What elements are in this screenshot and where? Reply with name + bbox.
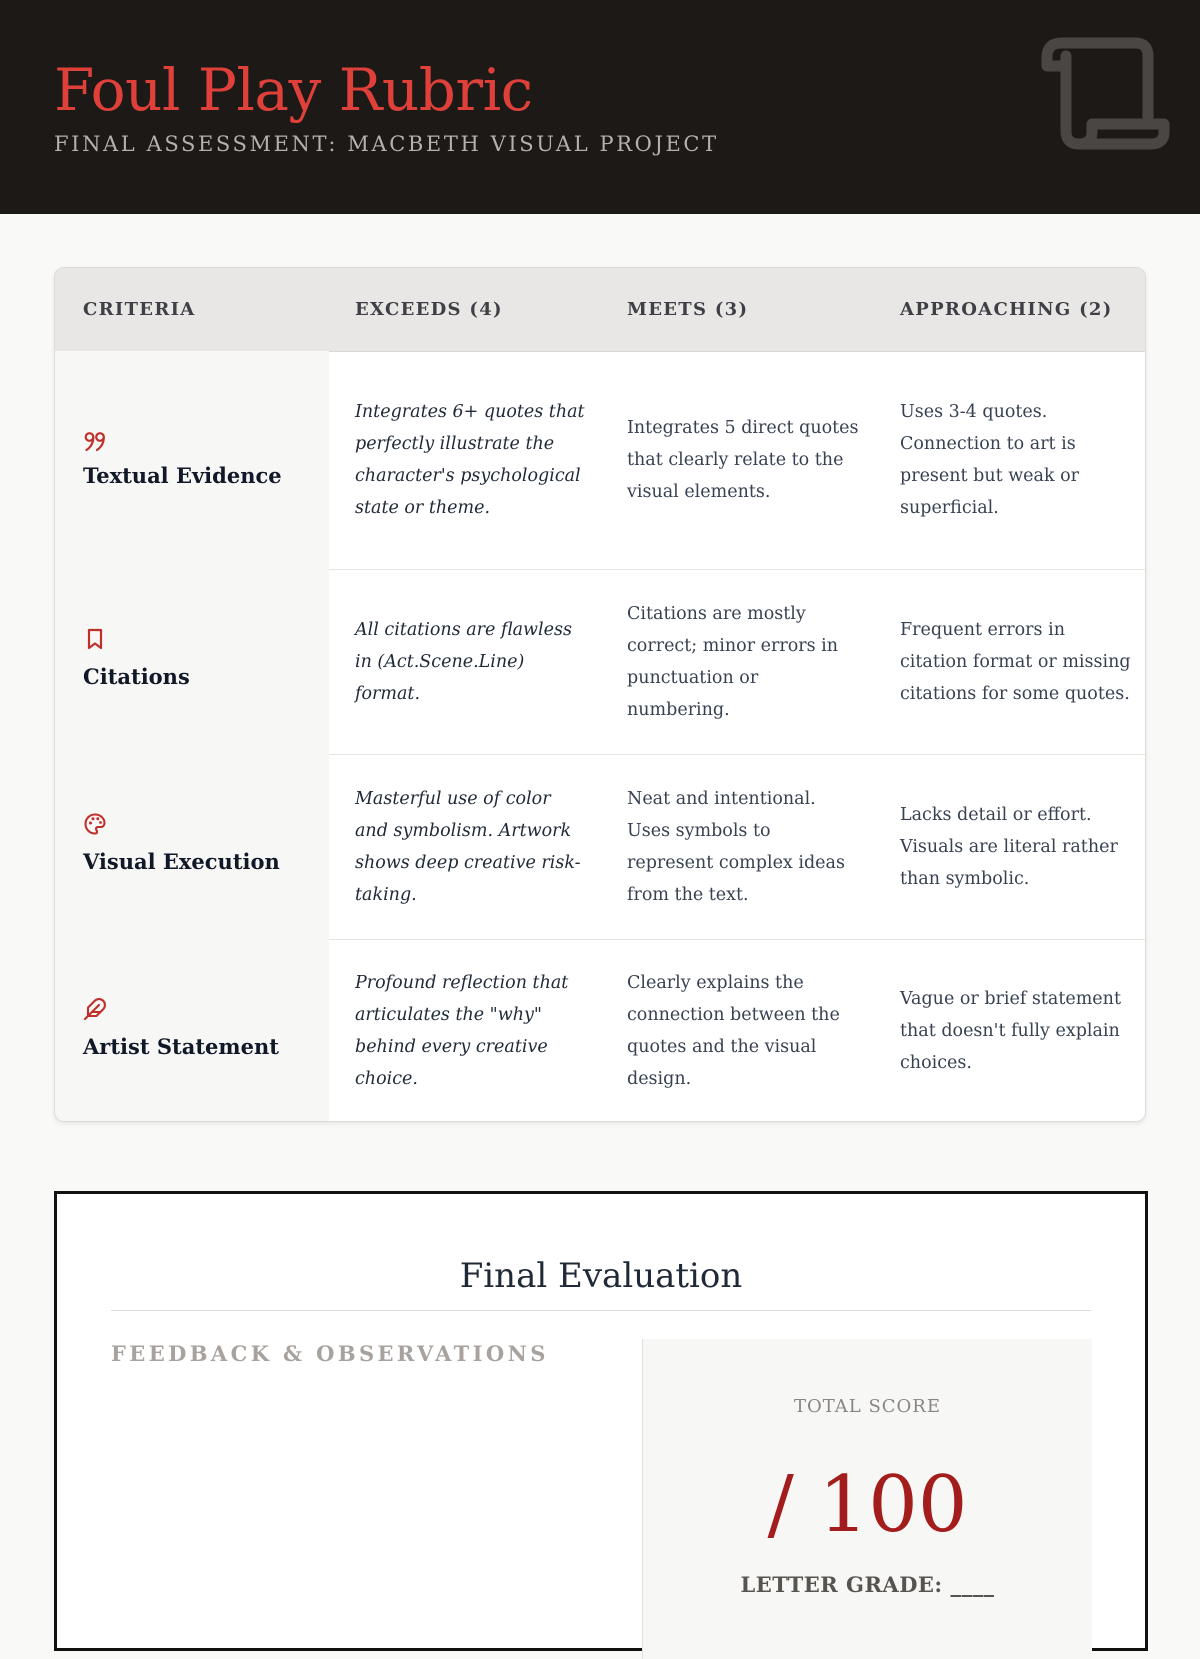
criteria-cell	[55, 939, 329, 1122]
page-header	[0, 0, 1200, 214]
table-header	[55, 268, 1146, 352]
palette-icon	[83, 812, 107, 836]
criteria-name: Artist Statement	[83, 1034, 279, 1059]
evaluation-title: Final Evaluation	[459, 1256, 743, 1296]
column-header-approaching: APPROACHING (2)	[900, 299, 1113, 320]
quote-icon	[83, 429, 107, 453]
page-title: Foul Play Rubric	[54, 56, 533, 124]
column-header-criteria: CRITERIA	[83, 299, 196, 320]
bookmark-icon	[83, 627, 107, 651]
feather-icon	[83, 997, 107, 1021]
final-evaluation	[54, 1191, 1148, 1651]
exceeds-cell: Profound reflection that articulates the "why" behind every creative choice.	[355, 973, 569, 1089]
exceeds-cell: All citations are flawless in (Act.Scene.Line) format.	[355, 619, 572, 704]
criteria-cell	[55, 754, 329, 939]
criteria-cell	[55, 351, 329, 569]
approaching-cell: Lacks detail or effort. Visuals are literal rather than symbolic.	[900, 804, 1118, 889]
page-subtitle: FINAL ASSESSMENT: MACBETH VISUAL PROJECT	[54, 132, 719, 156]
total-score-label: TOTAL SCORE	[793, 1396, 941, 1417]
table-row	[55, 569, 1146, 755]
approaching-cell: Frequent errors in citation format or missing citations for some quotes.	[900, 619, 1131, 704]
meets-cell: Clearly explains the connection between the quotes and the visual design.	[627, 973, 840, 1089]
exceeds-cell: Integrates 6+ quotes that perfectly illustrate the character's psychological state or theme.	[355, 402, 585, 518]
criteria-cell	[55, 569, 329, 754]
approaching-cell: Uses 3-4 quotes. Connection to art is present but weak or superficial.	[900, 402, 1080, 518]
meets-cell: Citations are mostly correct; minor errors in punctuation or numbering.	[627, 603, 839, 720]
feedback-label: FEEDBACK & OBSERVATIONS	[111, 1341, 549, 1366]
table-row	[55, 939, 1146, 1122]
score-panel	[642, 1339, 1092, 1659]
rubric-table	[54, 267, 1146, 1122]
approaching-cell: Vague or brief statement that doesn't fully explain choices.	[900, 989, 1121, 1073]
table-row	[55, 351, 1146, 570]
column-header-exceeds: EXCEEDS (4)	[355, 299, 503, 320]
meets-cell: Integrates 5 direct quotes that clearly relate to the visual elements.	[627, 418, 859, 502]
scroll-icon	[1040, 36, 1170, 154]
criteria-name: Textual Evidence	[83, 463, 282, 488]
evaluation-divider	[111, 1310, 1091, 1311]
criteria-name: Visual Execution	[83, 849, 280, 874]
meets-cell: Neat and intentional. Uses symbols to represent complex ideas from the text.	[627, 788, 845, 905]
table-row	[55, 754, 1146, 940]
column-header-meets: MEETS (3)	[627, 299, 749, 320]
letter-grade-label: LETTER GRADE: ____	[740, 1572, 995, 1597]
criteria-name: Citations	[83, 664, 190, 689]
total-score-value: / 100	[767, 1460, 968, 1550]
exceeds-cell: Masterful use of color and symbolism. Artwork shows deep creative risk-taking.	[355, 788, 581, 905]
